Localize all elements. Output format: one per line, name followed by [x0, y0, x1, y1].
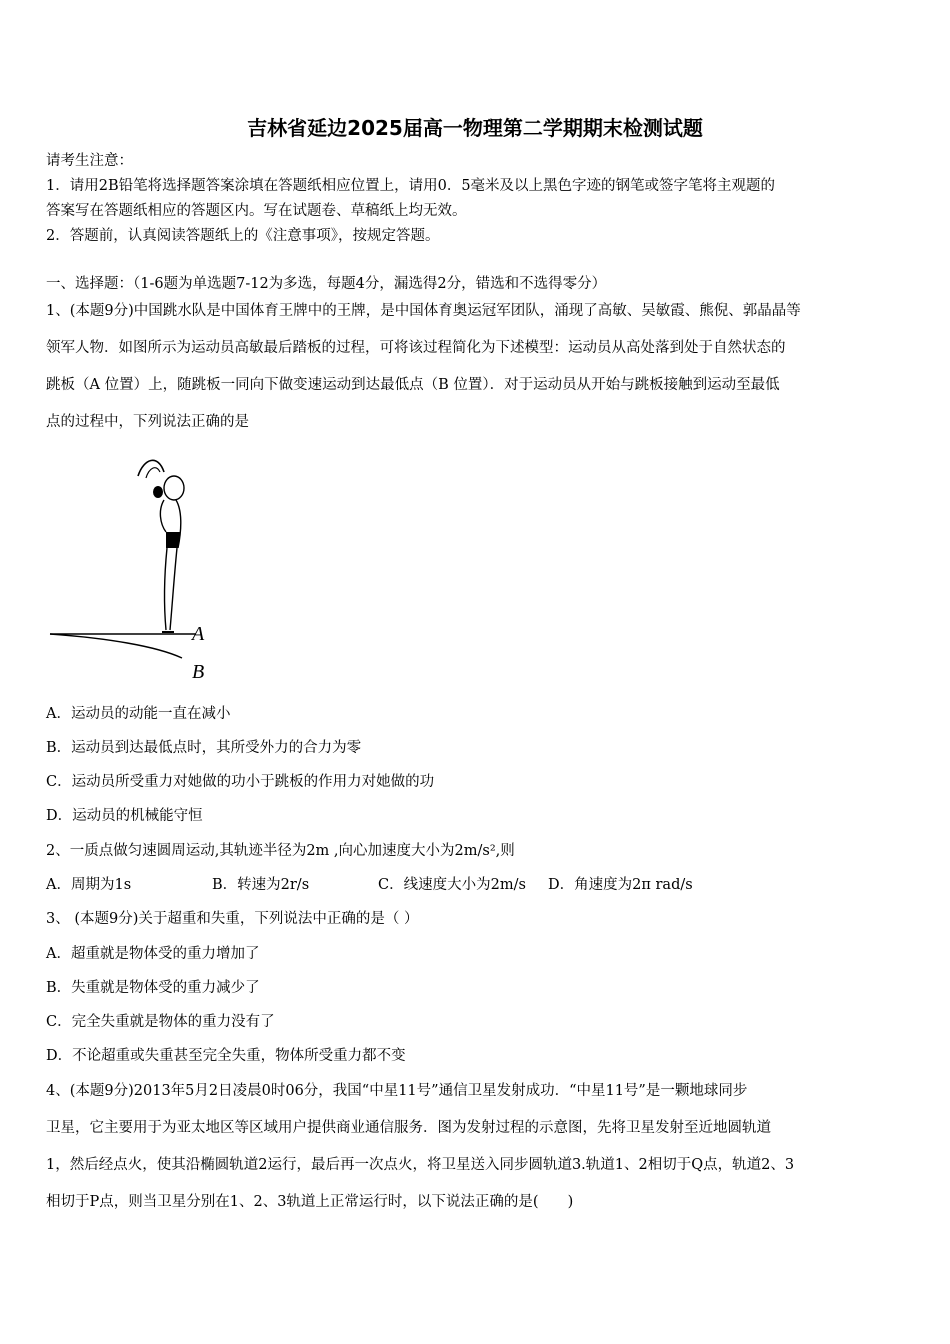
question-4-text: 卫星，它主要用于为亚太地区等区域用户提供商业通信服务．图为发射过程的示意图，先将卫星发射至近地圆轨道 [46, 1120, 771, 1136]
section-heading: 一、选择题：（1-6题为单选题7-12为多选，每题4分，漏选得2分，错选和不选得零分） [46, 276, 607, 292]
question-3-stem: 3、 (本题9分)关于超重和失重，下列说法中正确的是（ ） [46, 911, 419, 927]
notice-item: 答案写在答题纸相应的答题区内。写在试题卷、草稿纸上均无效。 [46, 203, 467, 219]
question-1-option: D．运动员的机械能守恒 [46, 808, 203, 824]
question-4-text: 1，然后经点火，使其沿椭圆轨道2运行，最后再一次点火，将卫星送入同步圆轨道3.轨道1、2相切于Q点，轨道2、3 [46, 1157, 795, 1173]
question-1-text: 跳板（A 位置）上，随跳板一同向下做变速运动到达最低点（B 位置）．对于运动员从开始与跳板接触到运动至最低 [46, 377, 780, 393]
question-3-option: D．不论超重或失重甚至完全失重，物体所受重力都不变 [46, 1048, 406, 1064]
question-2-stem: 2、一质点做匀速圆周运动,其轨迹半径为2m ,向心加速度大小为2m/s²,则 [46, 843, 515, 859]
label-b: B [192, 661, 205, 683]
question-2-option: B．转速为2r/s [212, 877, 310, 893]
question-1-option: C．运动员所受重力对她做的功小于跳板的作用力对她做的功 [46, 774, 435, 790]
question-3-option: A．超重就是物体受的重力增加了 [46, 946, 260, 962]
diver-figure [46, 448, 246, 688]
question-1-text: 1、(本题9分)中国跳水队是中国体育王牌中的王牌，是中国体育奥运冠军团队，涌现了高敏、吴敏霞、熊倪、郭晶晶等 [46, 303, 801, 319]
question-1-text: 领军人物．如图所示为运动员高敏最后踏板的过程，可将该过程简化为下述模型：运动员从高处落到处于自然状态的 [46, 340, 786, 356]
question-4-text: 相切于P点，则当卫星分别在1、2、3轨道上正常运行时，以下说法正确的是( ) [46, 1194, 574, 1210]
question-2-option: A．周期为1s [46, 877, 132, 893]
notice-heading: 请考生注意： [46, 153, 133, 169]
question-1-option: A．运动员的动能一直在减小 [46, 706, 231, 722]
notice-item: 1．请用2B铅笔将选择题答案涂填在答题纸相应位置上，请用0．5毫米及以上黑色字迹的钢笔或签字笔将主观题的 [46, 178, 776, 194]
page-title: 吉林省延边2025届高一物理第二学期期末检测试题 [247, 116, 703, 140]
question-1-text: 点的过程中，下列说法正确的是 [46, 414, 249, 430]
question-2-option: C．线速度大小为2m/s [378, 877, 526, 893]
question-3-option: C．完全失重就是物体的重力没有了 [46, 1014, 275, 1030]
question-1-option: B．运动员到达最低点时，其所受外力的合力为零 [46, 740, 362, 756]
question-4-text: 4、(本题9分)2013年5月2日凌晨0时06分，我国“中星11号”通信卫星发射成功．“中星11号”是一颗地球同步 [46, 1083, 748, 1099]
question-3-option: B．失重就是物体受的重力减少了 [46, 980, 260, 996]
question-2-option: D．角速度为2π rad/s [548, 877, 693, 893]
label-a: A [192, 623, 205, 645]
notice-item: 2．答题前，认真阅读答题纸上的《注意事项》，按规定答题。 [46, 228, 440, 244]
